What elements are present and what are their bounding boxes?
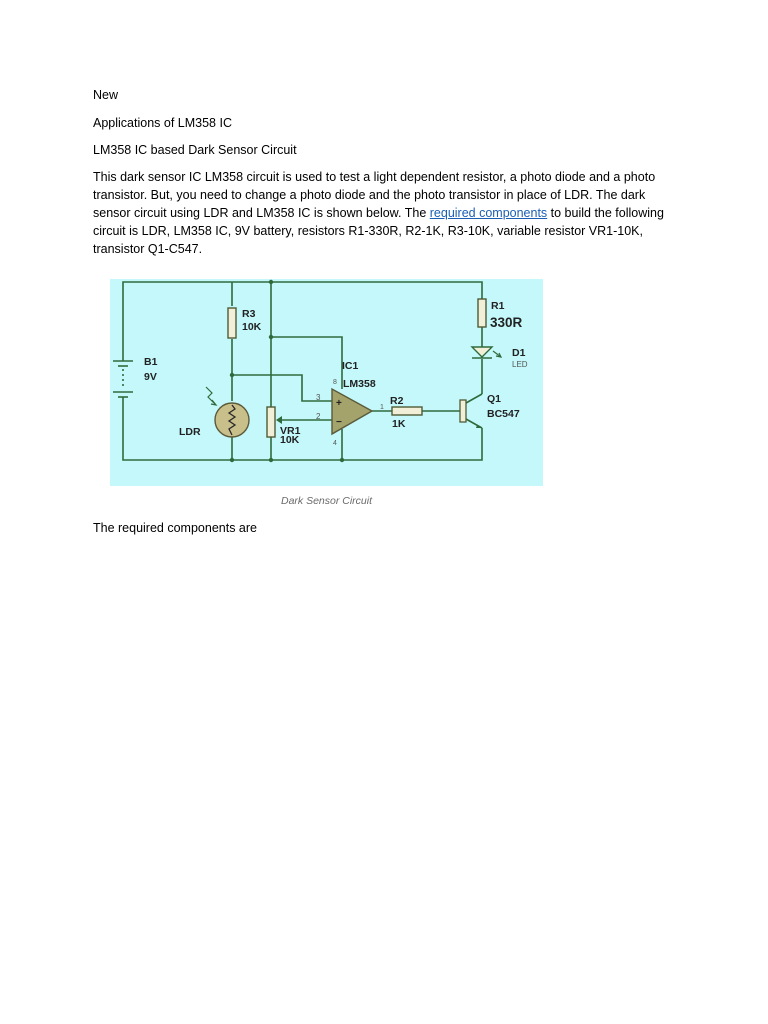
line-applications-heading: Applications of LM358 IC — [93, 116, 232, 130]
pin1-label: 1 — [380, 404, 384, 411]
q1-name-label: Q1 — [487, 393, 502, 405]
intro-paragraph — [93, 168, 678, 258]
b1-name-label: B1 — [144, 356, 158, 368]
figure-caption: Dark Sensor Circuit — [280, 495, 373, 507]
ic1-part-label: LM358 — [343, 378, 376, 390]
noninverting-sign: + — [336, 398, 342, 409]
components-intro-line: The required components are — [93, 521, 257, 535]
d1-type-label: LED — [512, 360, 528, 369]
required-components-link[interactable]: required components — [429, 206, 548, 220]
d1-name-label: D1 — [512, 347, 526, 359]
r2-name-label: R2 — [390, 395, 404, 407]
ldr-label: LDR — [179, 426, 201, 438]
dark-sensor-circuit-diagram — [110, 279, 543, 486]
resistor-r1-symbol — [478, 299, 486, 327]
r1-value-label: 330R — [490, 315, 523, 330]
vr1-name-label: VR1 — [280, 425, 301, 437]
line-new: New — [93, 88, 119, 102]
vr1-value-label: 10K — [280, 434, 300, 446]
resistor-r3-symbol — [228, 308, 236, 338]
q1-part-label: BC547 — [487, 408, 520, 420]
b1-value-label: 9V — [144, 371, 157, 383]
ic1-name-label: IC1 — [342, 360, 359, 372]
r3-value-label: 10K — [242, 321, 262, 333]
inverting-sign: − — [336, 417, 342, 428]
r3-name-label: R3 — [242, 308, 256, 320]
line-circuit-heading: LM358 IC based Dark Sensor Circuit — [93, 143, 297, 157]
paragraph-text-part1: This dark sensor IC LM358 circuit is used to test a light dependent resistor, a photo diode and a photo transistor. But, you need to change a photo diode and the photo transistor in place of LDR. The dark sensor circuit using LDR and LM358 IC is shown below. The — [93, 170, 656, 220]
r1-name-label: R1 — [491, 300, 505, 312]
pin8-label: 8 — [333, 379, 337, 386]
pin2-label: 2 — [316, 412, 321, 421]
r2-value-label: 1K — [392, 418, 406, 430]
resistor-r2-symbol — [392, 407, 422, 415]
ldr-symbol — [215, 403, 249, 437]
pin3-label: 3 — [316, 393, 321, 402]
pin4-label: 4 — [333, 440, 337, 447]
paragraph-text-part2: to build the following circuit is LDR, LM358 IC, 9V battery, resistors R1-330R, R2-1K, R3-10K, variable resistor VR1-10K, transistor Q1-C547. — [93, 206, 664, 256]
circuit-svg — [110, 279, 543, 486]
